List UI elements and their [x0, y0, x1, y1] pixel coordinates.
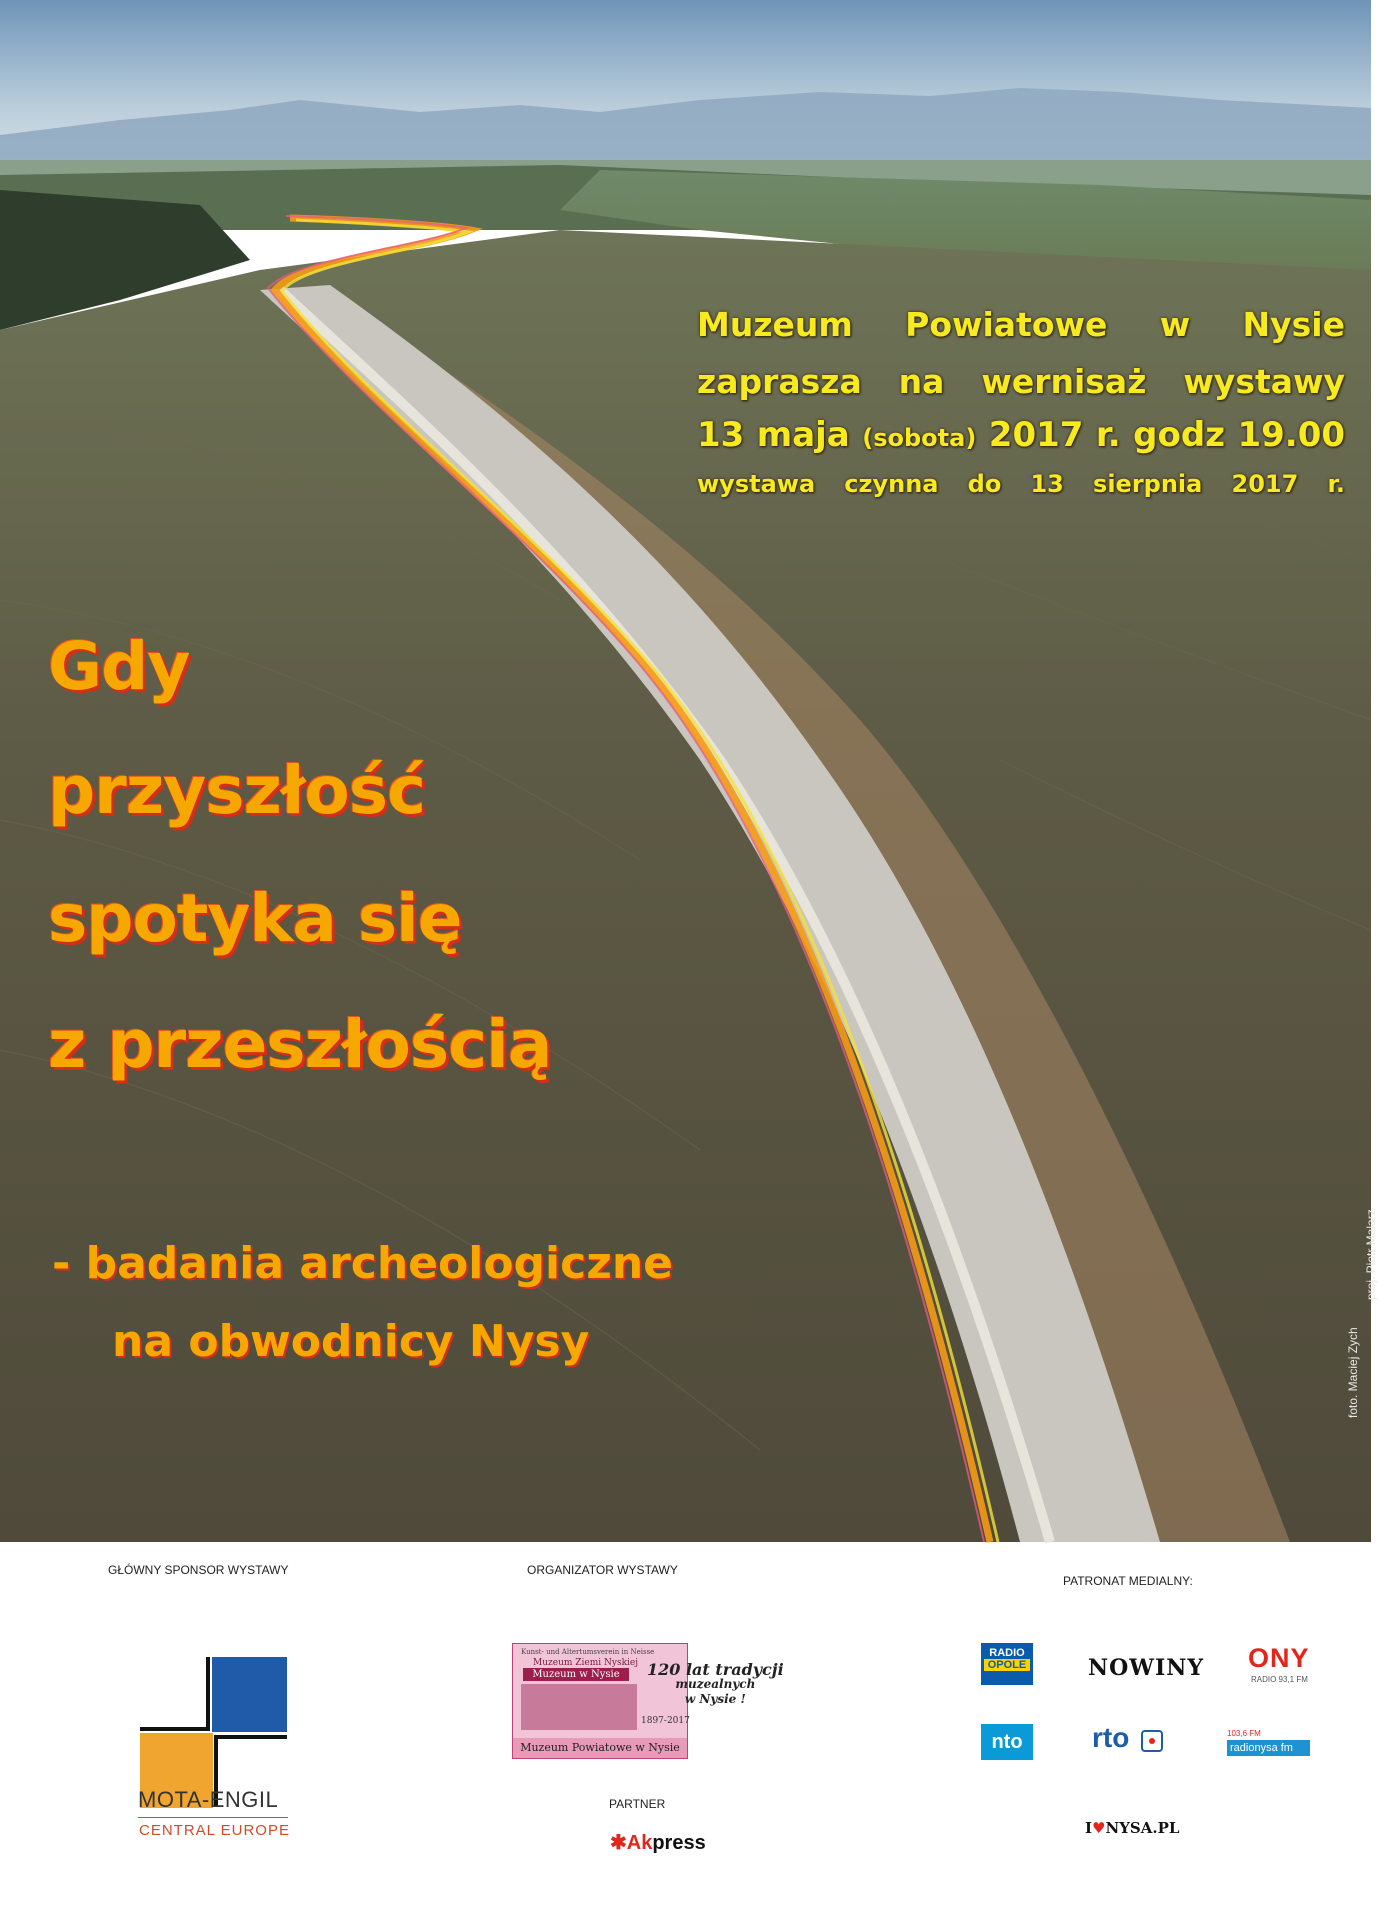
subheadline-2: na obwodnicy Nysy: [112, 1316, 590, 1367]
rto-screen-icon: [1141, 1730, 1163, 1752]
invitation-invite: zaprasza na wernisaż wystawy: [697, 362, 1345, 401]
photo-credit: foto. Maciej Zych: [1346, 1327, 1360, 1418]
museum-top-line: Kunst- und Altertumsverein in Neisse: [521, 1648, 655, 1656]
akpress-ak: Ak: [626, 1832, 653, 1854]
invitation-open-until: wystawa czynna do 13 sierpnia 2017 r.: [697, 470, 1345, 498]
headline-line-4: z przeszłością: [48, 1006, 552, 1083]
headline-line-2: przyszłość: [48, 752, 426, 829]
akpress-rest: press: [652, 1832, 706, 1854]
radio-opole-line-1: RADIO: [989, 1647, 1025, 1659]
museum-anniversary-note: [647, 1662, 784, 1707]
headline-line-1: Gdy: [48, 628, 190, 705]
radio-opole-logo: [981, 1643, 1033, 1685]
design-credit: proj. Piotr Malarz: [1364, 1209, 1378, 1300]
sponsor-divider: [138, 1817, 288, 1818]
subheadline-1: - badania archeologiczne: [52, 1238, 673, 1289]
akpress-star-icon: ✱: [610, 1832, 627, 1854]
invitation-museum: Muzeum Powiatowe w Nysie: [697, 305, 1345, 344]
inysa-domain: NYSA.PL: [1105, 1819, 1180, 1837]
heart-icon: ♥: [1092, 1819, 1106, 1837]
museum-old-name: Muzeum Ziemi Nyskiej: [533, 1658, 639, 1668]
sponsor-name: MOTA-ENGIL: [138, 1787, 279, 1812]
inysa-logo: [1085, 1819, 1179, 1837]
sponsor-subtitle: CENTRAL EUROPE: [139, 1822, 290, 1839]
radionysa-frequency: 103,6 FM: [1227, 1729, 1261, 1738]
radio-opole-line-2: OPOLE: [984, 1659, 1030, 1671]
organizer-label: ORGANIZATOR WYSTAWY: [527, 1563, 678, 1577]
nowiny-logo: NOWINY: [1088, 1655, 1205, 1681]
radio-ony-subtitle: RADIO 93,1 FM: [1251, 1675, 1308, 1684]
invitation-date-day: 13 maja: [697, 415, 850, 455]
museum-years: 1897-2017: [641, 1716, 690, 1726]
rto-logo: rto: [1092, 1722, 1130, 1753]
mota-engil-logo: [138, 1627, 298, 1847]
museum-bottom-name: Muzeum Powiatowe w Nysie: [513, 1738, 687, 1758]
invitation-weekday: (sobota): [862, 424, 977, 452]
akpress-logo: [610, 1830, 706, 1855]
sponsor-label: GŁÓWNY SPONSOR WYSTAWY: [108, 1563, 289, 1577]
invitation-date: [697, 415, 1345, 455]
anniversary-line-3: w Nysie !: [684, 1692, 746, 1706]
anniversary-line-1: 120 lat tradycji: [647, 1660, 784, 1679]
museum-name-banner: Muzeum w Nysie: [523, 1668, 629, 1681]
inysa-i: I: [1085, 1819, 1093, 1837]
anniversary-line-2: muzealnych: [675, 1677, 756, 1691]
invitation-time: 2017 r. godz 19.00: [988, 415, 1346, 455]
partner-label: PARTNER: [609, 1797, 666, 1811]
patronat-label: PATRONAT MEDIALNY:: [1063, 1574, 1193, 1588]
radio-ony-logo: ONY: [1248, 1643, 1310, 1673]
headline-line-3: spotyka się: [48, 880, 462, 957]
nto-logo: nto: [981, 1724, 1033, 1760]
museum-building-image: [521, 1684, 637, 1730]
radionysa-logo: radionysa fm: [1227, 1740, 1310, 1756]
